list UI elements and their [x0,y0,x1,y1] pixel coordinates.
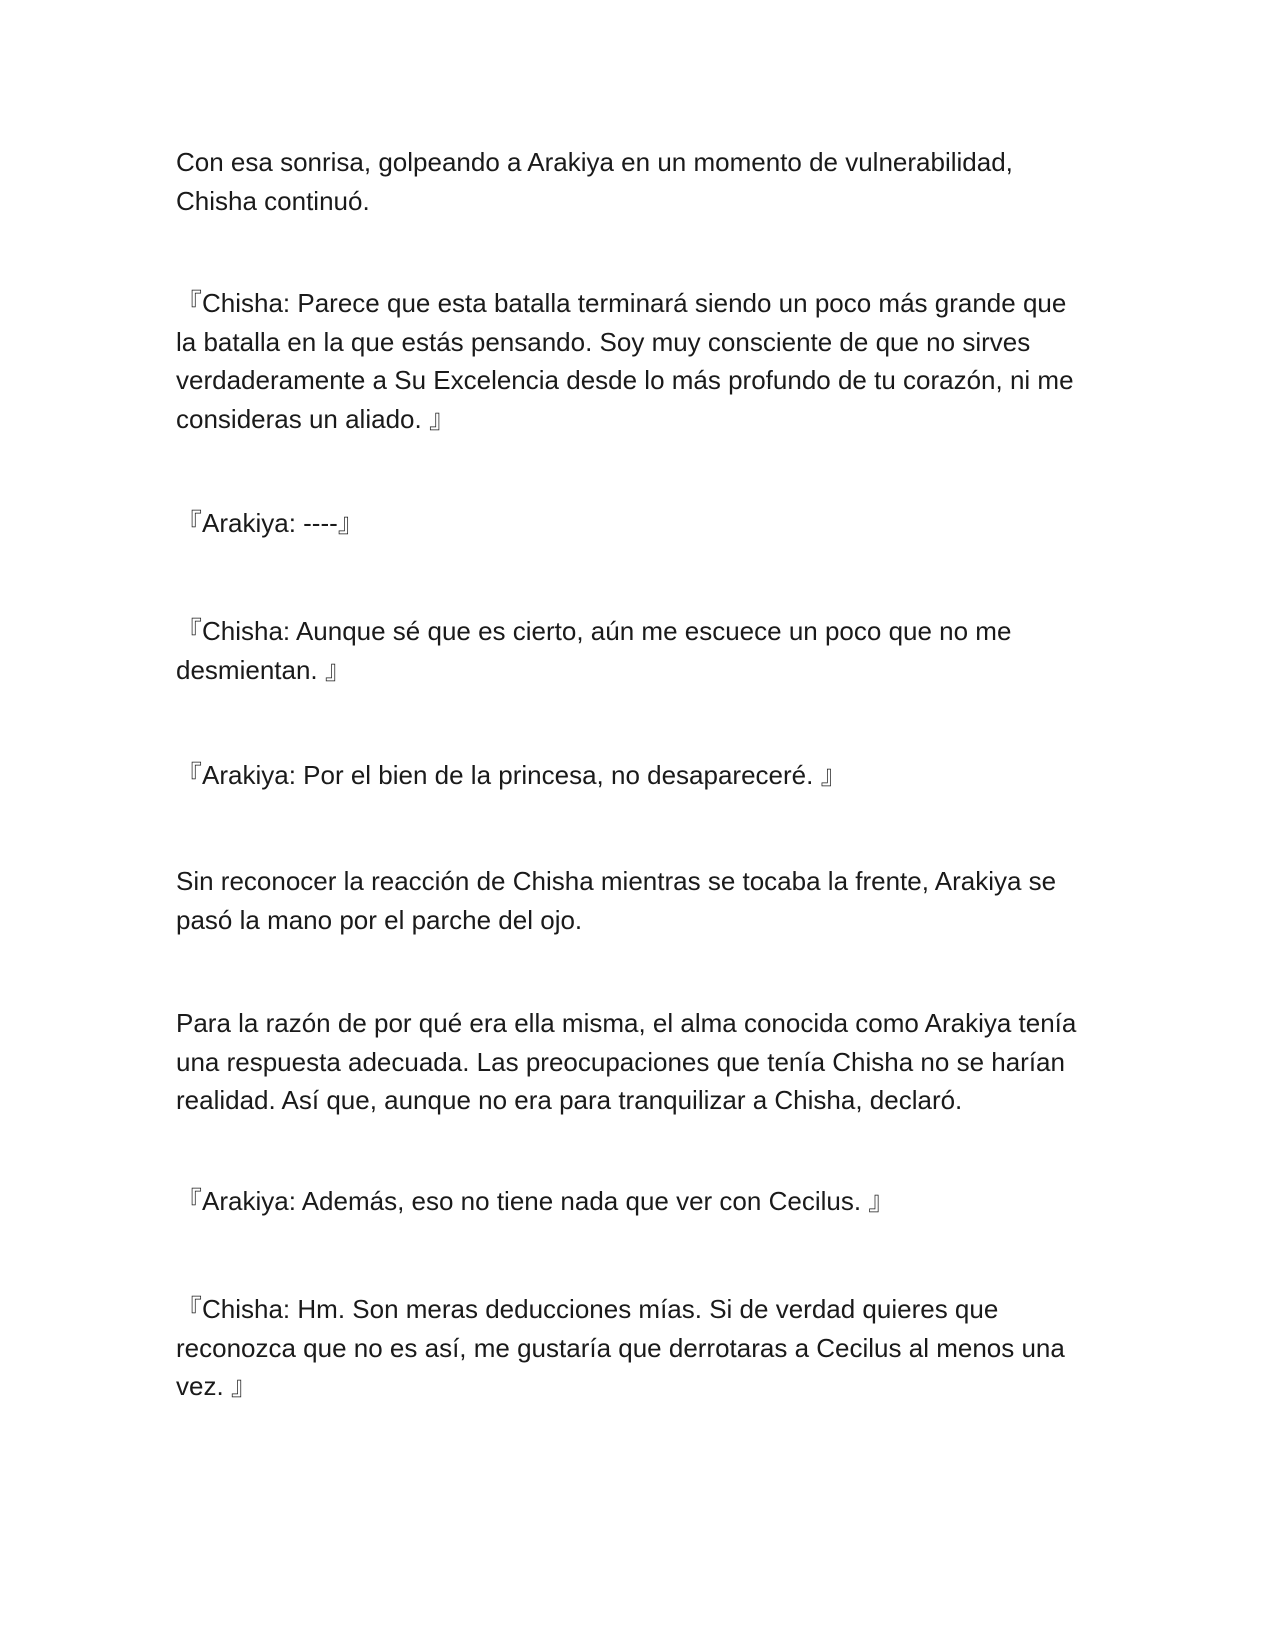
paragraph-dialogue-chisha-2 [176,612,1096,689]
text-line: una respuesta adecuada. Las preocupaciones que tenía Chisha no se harían [176,1046,1065,1077]
paragraph-dialogue-arakiya-1 [176,504,1096,543]
paragraph-dialogue-arakiya-2 [176,756,1096,795]
text-line: Con esa sonrisa, golpeando a Arakiya en un momento de vulnerabilidad, [176,147,1013,177]
text-line: la batalla en la que estás pensando. Soy muy consciente de que no sirves [176,326,1031,357]
paragraph-dialogue-chisha-3 [176,1290,1096,1406]
text-line: 『Chisha: Parece que esta batalla terminará siendo un poco más grande que [176,288,1067,318]
text-line: 『Arakiya: Además, eso no tiene nada que ver con Cecilus. 』 [176,1186,895,1216]
paragraph-dialogue-chisha-1 [176,284,1096,438]
paragraph-narration-3 [176,1004,1096,1120]
text-line: Sin reconocer la reacción de Chisha mientras se tocaba la frente, Arakiya se [176,866,1057,896]
text-line: 『Arakiya: Por el bien de la princesa, no desapareceré. 』 [176,760,847,790]
text-line: 『Chisha: Hm. Son meras deducciones mías. Si de verdad quieres que [176,1294,999,1324]
text-line: 『Arakiya: ----』 [176,508,364,538]
text-line: reconozca que no es así, me gustaría que derrotaras a Cecilus al menos una [176,1332,1065,1363]
paragraph-narration-1 [176,143,1096,220]
text-line: Para la razón de por qué era ella misma, el alma conocida como Arakiya tenía [176,1008,1077,1038]
text-line: Chisha continuó. [176,185,370,216]
paragraph-narration-2 [176,862,1096,939]
text-line: vez. 』 [176,1371,257,1401]
text-line: pasó la mano por el parche del ojo. [176,904,583,935]
text-line: 『Chisha: Aunque sé que es cierto, aún me escuece un poco que no me [176,616,1012,646]
text-line: consideras un aliado. 』 [176,403,455,434]
text-line: desmientan. 』 [176,654,351,685]
text-line: realidad. Así que, aunque no era para tranquilizar a Chisha, declaró. [176,1085,963,1115]
paragraph-dialogue-arakiya-3 [176,1182,1096,1221]
text-line: verdaderamente a Su Excelencia desde lo más profundo de tu corazón, ni me [176,365,1074,395]
